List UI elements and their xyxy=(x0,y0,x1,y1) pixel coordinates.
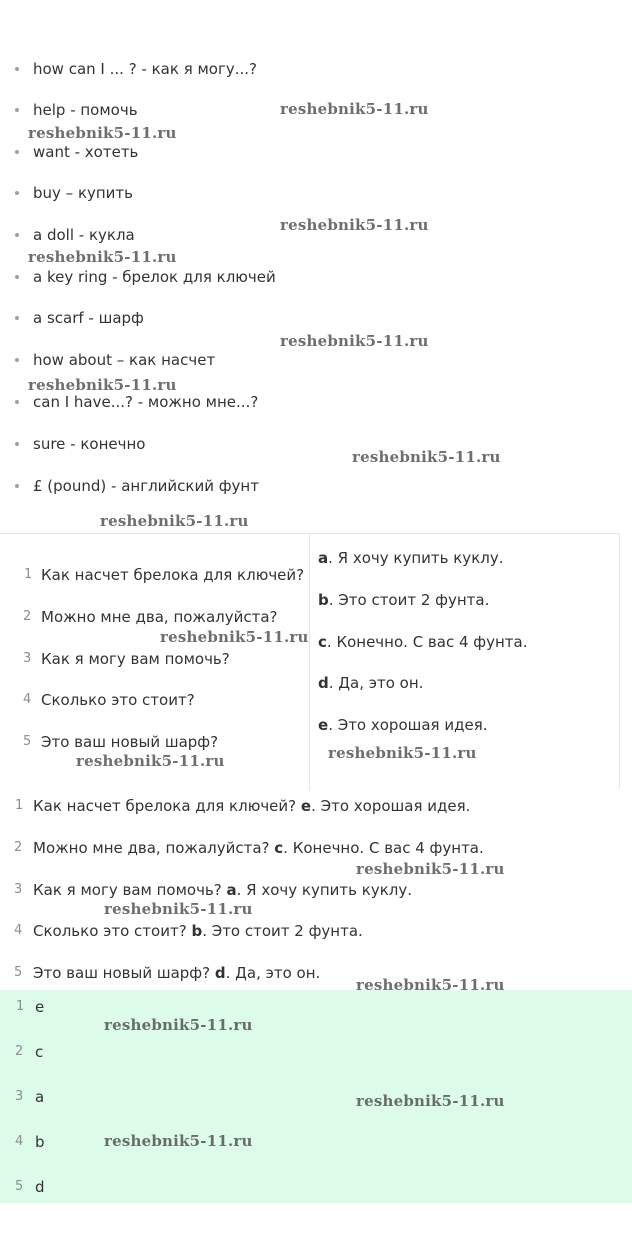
vocab-item xyxy=(33,350,215,370)
vocab-item xyxy=(33,308,144,328)
answer-letter: b xyxy=(35,1133,45,1151)
answer-letter: a xyxy=(35,1088,45,1106)
matched-number: 3 xyxy=(14,882,23,897)
matched-item xyxy=(33,880,412,900)
matched-item xyxy=(33,838,484,858)
vocab-item-text: help - помочь xyxy=(33,101,138,119)
answer-box xyxy=(0,990,632,1203)
matched-answer: . Это стоит 2 фунта. xyxy=(202,922,363,940)
watermark: reshebnik5-11.ru xyxy=(104,900,253,918)
matched-answer: . Конечно. С вас 4 фунта. xyxy=(283,839,484,857)
watermark: reshebnik5-11.ru xyxy=(328,744,477,762)
vocab-item-text: £ (pound) - английский фунт xyxy=(33,477,259,495)
answer-number: 5 xyxy=(15,1179,24,1194)
matched-question: Как я могу вам помочь? xyxy=(33,881,227,899)
vocab-item xyxy=(33,183,133,203)
bullet-icon xyxy=(15,316,19,320)
question-text: Как я могу вам помочь? xyxy=(41,650,230,668)
watermark: reshebnik5-11.ru xyxy=(76,752,225,770)
matched-question: Можно мне два, пожалуйста? xyxy=(33,839,275,857)
watermark: reshebnik5-11.ru xyxy=(28,248,177,266)
matched-number: 2 xyxy=(14,840,23,855)
vocab-item xyxy=(33,434,145,454)
matched-letter: a xyxy=(226,881,237,899)
watermark: reshebnik5-11.ru xyxy=(280,216,429,234)
vocab-item xyxy=(33,392,258,412)
vocab-item xyxy=(33,100,138,120)
vocab-item-text: want - хотеть xyxy=(33,143,139,161)
question-text: Сколько это стоит? xyxy=(41,691,195,709)
question-text: Это ваш новый шарф? xyxy=(41,733,219,751)
answer-letter: d xyxy=(35,1178,45,1196)
matched-number: 4 xyxy=(14,923,23,938)
matched-number: 1 xyxy=(15,798,24,813)
response-item xyxy=(318,632,528,652)
vocab-item xyxy=(33,267,276,287)
watermark: reshebnik5-11.ru xyxy=(104,1132,253,1150)
response-item xyxy=(318,673,423,693)
vocab-item-text: how can I ... ? - как я могу...? xyxy=(33,60,257,78)
answer-number: 1 xyxy=(16,999,25,1014)
matched-item xyxy=(33,963,320,983)
response-text: . Это хорошая идея. xyxy=(328,716,488,734)
watermark: reshebnik5-11.ru xyxy=(352,448,501,466)
matched-question: Как насчет брелока для ключей? xyxy=(33,797,301,815)
matched-question: Сколько это стоит? xyxy=(33,922,192,940)
response-item xyxy=(318,548,503,568)
vocab-item-text: a key ring - брелок для ключей xyxy=(33,268,276,286)
bullet-icon xyxy=(15,233,19,237)
watermark: reshebnik5-11.ru xyxy=(104,1016,253,1034)
answer-number: 2 xyxy=(15,1044,24,1059)
bullet-icon xyxy=(15,191,19,195)
vocab-item-text: how about – как насчет xyxy=(33,351,216,369)
vocab-item-text: a scarf - шарф xyxy=(33,309,144,327)
bullet-icon xyxy=(15,150,19,154)
watermark: reshebnik5-11.ru xyxy=(280,100,429,118)
answer-number: 4 xyxy=(15,1134,24,1149)
question-text: Можно мне два, пожалуйста? xyxy=(41,608,278,626)
matched-answer: . Я хочу купить куклу. xyxy=(236,881,412,899)
watermark: reshebnik5-11.ru xyxy=(356,976,505,994)
bullet-icon xyxy=(15,442,19,446)
watermark: reshebnik5-11.ru xyxy=(28,124,177,142)
response-item xyxy=(318,715,487,735)
matched-item xyxy=(33,796,470,816)
watermark: reshebnik5-11.ru xyxy=(356,1092,505,1110)
matched-letter: b xyxy=(191,922,203,940)
vocab-item-text: a doll - кукла xyxy=(33,226,135,244)
matching-table xyxy=(0,533,620,789)
response-text: . Да, это он. xyxy=(328,674,424,692)
response-letter: a xyxy=(318,549,329,567)
matched-item xyxy=(33,921,363,941)
response-letter: e xyxy=(318,716,329,734)
watermark: reshebnik5-11.ru xyxy=(28,376,177,394)
watermark: reshebnik5-11.ru xyxy=(356,860,505,878)
bullet-icon xyxy=(15,358,19,362)
bullet-icon xyxy=(15,67,19,71)
answer-letter: e xyxy=(35,998,45,1016)
question-number: 3 xyxy=(23,651,32,666)
question-number: 4 xyxy=(23,692,32,707)
vocab-item xyxy=(33,476,259,496)
bullet-icon xyxy=(15,484,19,488)
question-number: 2 xyxy=(23,609,32,624)
matched-letter: d xyxy=(214,964,226,982)
matched-letter: e xyxy=(300,797,312,815)
table-divider xyxy=(309,534,310,790)
vocab-item-text: can I have...? - можно мне...? xyxy=(33,393,259,411)
matched-answer: . Да, это он. xyxy=(225,964,321,982)
matched-question: Это ваш новый шарф? xyxy=(33,964,215,982)
response-text: . Это стоит 2 фунта. xyxy=(328,591,490,609)
response-text: . Конечно. С вас 4 фунта. xyxy=(326,633,528,651)
answer-number: 3 xyxy=(15,1089,24,1104)
answer-letter: c xyxy=(35,1043,44,1061)
response-letter: c xyxy=(318,633,327,651)
question-number: 1 xyxy=(24,567,33,582)
watermark: reshebnik5-11.ru xyxy=(100,512,249,530)
matched-answer: . Это хорошая идея. xyxy=(311,797,471,815)
bullet-icon xyxy=(15,108,19,112)
vocab-item-text: buy – купить xyxy=(33,184,134,202)
bullet-icon xyxy=(15,400,19,404)
response-item xyxy=(318,590,489,610)
matched-number: 5 xyxy=(14,965,23,980)
vocab-item xyxy=(33,59,257,79)
question-text: Как насчет брелока для ключей? xyxy=(41,566,305,584)
vocab-item xyxy=(33,142,138,162)
vocab-item xyxy=(33,225,135,245)
response-letter: b xyxy=(318,591,329,609)
response-text: . Я хочу купить куклу. xyxy=(328,549,504,567)
bullet-icon xyxy=(15,275,19,279)
watermark: reshebnik5-11.ru xyxy=(280,332,429,350)
matched-letter: c xyxy=(274,839,284,857)
response-letter: d xyxy=(318,674,329,692)
watermark: reshebnik5-11.ru xyxy=(160,628,309,646)
question-number: 5 xyxy=(23,734,32,749)
vocab-item-text: sure - конечно xyxy=(33,435,146,453)
